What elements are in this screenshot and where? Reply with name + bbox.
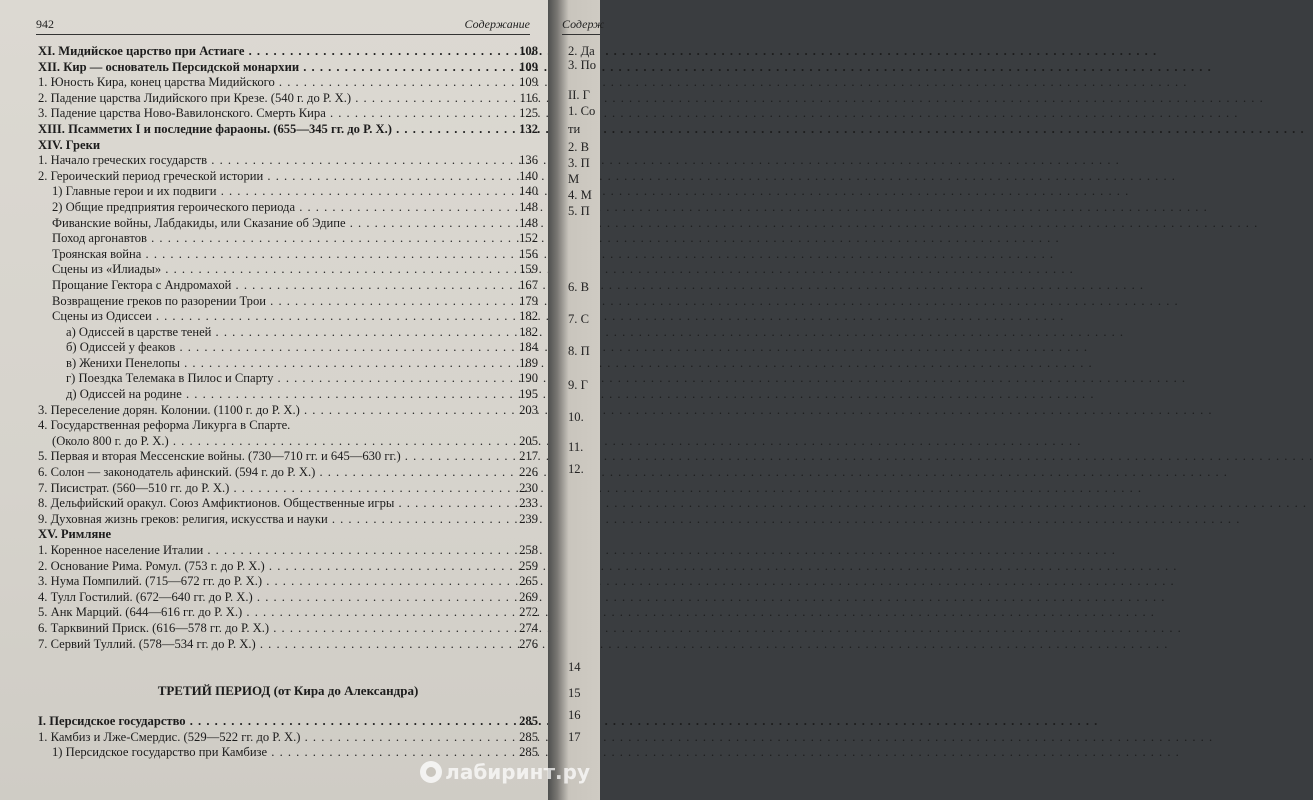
toc-entry xyxy=(38,730,538,746)
toc-entry-title: 2) Общие предприятия героического периода . . . xyxy=(52,200,494,216)
toc-entry-title: Фиванские войны, Лабдакиды, или Сказание об Эдипе . . . xyxy=(52,216,494,232)
toc-entry-page: 184 xyxy=(519,340,538,355)
toc-entry-page: 203 xyxy=(519,402,538,417)
toc-entry-title: б) Одиссей у феаков . . . xyxy=(66,340,494,356)
toc-entry xyxy=(38,60,538,76)
toc-entry-title: Прощание Гектора с Андромахой . . . xyxy=(52,278,494,294)
toc-entry-page: 274 xyxy=(519,620,538,635)
toc-entry-page: 190 xyxy=(519,371,538,386)
labirint-logo-icon xyxy=(420,761,442,783)
toc-entry-page: 108 xyxy=(519,44,538,58)
toc-entry-title: 3. Нума Помпилий. (715—672 гг. до Р. Х.) . . . xyxy=(38,574,494,590)
toc-entry-page: 116 xyxy=(519,90,538,105)
toc-entry xyxy=(38,543,538,559)
period-heading: ТРЕТИЙ ПЕРИОД (от Кира до Александра) xyxy=(157,683,419,699)
toc-entry xyxy=(38,262,538,278)
toc-entry xyxy=(38,106,538,122)
toc-entry-page: 132 xyxy=(519,121,538,136)
toc-entry-title: 2. Основание Рима. Ромул. (753 г. до Р. Х.) . . . xyxy=(38,559,494,575)
toc-entry xyxy=(38,231,538,247)
toc-entry-title: 3. Падение царства Ново-Вавилонского. Смерть Кира . . . xyxy=(38,106,494,122)
toc-entry-page: 259 xyxy=(519,558,538,573)
toc-entry-title: XI. Мидийское царство при Астиаге . . . xyxy=(38,44,494,60)
facing-page-fragment: 3. П xyxy=(568,156,590,170)
toc-entry-page: 258 xyxy=(519,543,538,557)
running-title: Содержание xyxy=(464,17,530,31)
toc-entry-page: 125 xyxy=(519,106,538,121)
facing-page-fragment: 16 xyxy=(568,708,581,722)
toc-entry xyxy=(38,590,538,606)
toc-entry xyxy=(38,75,538,91)
toc-entry xyxy=(38,559,538,575)
facing-page-fragment: 12. xyxy=(568,462,584,476)
toc-entry xyxy=(38,44,538,60)
toc-entry-page: 152 xyxy=(519,231,538,246)
toc-entry-title: Сцены из Одиссеи . . . xyxy=(52,309,494,325)
toc-entry xyxy=(38,714,538,730)
toc-entry-page: 230 xyxy=(519,480,538,495)
toc-entry-title: 5. Первая и вторая Мессенские войны. (730—710 гг. и 645—630 гг.) . . . xyxy=(38,449,494,465)
toc-entry-title: 5. Анк Марций. (644—616 гг. до Р. Х.) . . . xyxy=(38,605,494,621)
toc-entry xyxy=(38,169,538,185)
facing-page-fragment: 8. П xyxy=(568,344,590,358)
toc-entry-title: г) Поездка Телемака в Пилос и Спарту . . . xyxy=(66,371,494,387)
toc-entry-title: 9. Духовная жизнь греков: религия, искусства и науки . . . xyxy=(38,512,494,528)
toc-entry xyxy=(38,621,538,637)
toc-entry-page: 265 xyxy=(519,574,538,589)
toc-entry-page: 182 xyxy=(519,324,538,339)
toc-entry-page: 269 xyxy=(519,589,538,604)
toc-entry xyxy=(38,309,538,325)
toc-entry-page: 276 xyxy=(519,636,538,651)
toc-entry xyxy=(38,278,538,294)
toc-entry xyxy=(38,465,538,481)
toc-entry-title: (Около 800 г. до Р. Х.) . . . xyxy=(52,434,494,450)
toc-entry-page: 109 xyxy=(519,59,538,74)
toc-entry xyxy=(38,200,538,216)
toc-entry-page: 148 xyxy=(519,215,538,230)
toc-entry-title: 7. Писистрат. (560—510 гг. до Р. Х.) . . . xyxy=(38,481,494,497)
toc-entry-title: Возвращение греков по разорении Трои . . . xyxy=(52,294,494,310)
facing-page-fragment: 3. По xyxy=(568,58,596,72)
toc-entry-title: 1. Начало греческих государств . . . xyxy=(38,153,494,169)
toc-entry-title: I. Персидское государство . . . xyxy=(38,714,494,730)
toc-entry xyxy=(38,449,538,465)
toc-entry xyxy=(38,216,538,232)
watermark xyxy=(420,760,590,784)
toc-entry xyxy=(38,745,538,761)
toc-entry-title: 7. Сервий Туллий. (578—534 гг. до Р. Х.) . . . xyxy=(38,637,494,653)
toc-entry-page: 156 xyxy=(519,246,538,261)
toc-entry-page: 109 xyxy=(519,75,538,90)
toc-entry-title: 4. Государственная реформа Ликурга в Спарте. xyxy=(38,418,291,433)
facing-page-fragment: 10. xyxy=(568,410,584,424)
toc-entry-title: 1. Юность Кира, конец царства Мидийского . . . xyxy=(38,75,494,91)
toc-entry-title: XV. Римляне xyxy=(38,527,112,542)
toc-entry-page: 285 xyxy=(519,714,538,729)
toc-entry-title: 2. Падение царства Лидийского при Крезе. (540 г. до Р. Х.) . . . xyxy=(38,91,494,107)
page-number: 942 xyxy=(36,17,54,31)
toc-entry-title: 6. Солон — законодатель афинский. (594 г. до Р. Х.) . . . xyxy=(38,465,494,481)
toc-entry xyxy=(38,356,538,372)
toc-entry-page: 159 xyxy=(519,262,538,277)
toc-entry xyxy=(38,138,538,154)
book-page xyxy=(0,0,548,800)
toc-entry-page: 285 xyxy=(519,729,538,744)
toc-entry xyxy=(38,153,538,169)
toc-entry-title: в) Женихи Пенелопы . . . xyxy=(66,356,494,372)
toc-entry xyxy=(38,403,538,419)
toc-entry xyxy=(38,184,538,200)
facing-page-fragment: 5. П xyxy=(568,204,590,218)
facing-page-fragment: 4. М xyxy=(568,188,592,202)
facing-page-fragment: ти xyxy=(568,122,581,136)
table-of-contents xyxy=(38,44,538,761)
facing-page-fragment: 15 xyxy=(568,686,581,700)
facing-page-title: Содерж xyxy=(562,17,605,31)
toc-entry-page: 167 xyxy=(519,277,538,292)
toc-entry xyxy=(38,605,538,621)
toc-entry-title: 1) Главные герои и их подвиги . . . xyxy=(52,184,494,200)
toc-entry xyxy=(38,294,538,310)
toc-entry xyxy=(38,122,538,138)
toc-entry xyxy=(38,496,538,512)
facing-page-edge xyxy=(548,0,605,800)
toc-entry xyxy=(38,247,538,263)
toc-entry xyxy=(38,574,538,590)
facing-page-fragment: М xyxy=(568,172,580,186)
toc-entry-title: а) Одиссей в царстве теней . . . xyxy=(66,325,494,341)
facing-page-fragment: 17 xyxy=(568,730,581,744)
watermark-text: лабиринт.ру xyxy=(445,760,590,784)
toc-entry-page: 205 xyxy=(519,433,538,448)
toc-entry-title: 6. Тарквиний Приск. (616—578 гг. до Р. Х.) . . . xyxy=(38,621,494,637)
toc-entry-page: 272 xyxy=(519,605,538,620)
facing-page-fragment: 9. Г xyxy=(568,378,588,392)
toc-entry xyxy=(38,434,538,450)
toc-entry xyxy=(38,340,538,356)
toc-entry xyxy=(38,512,538,528)
toc-entry xyxy=(38,325,538,341)
facing-page-fragment: II. Г xyxy=(568,88,590,102)
facing-page-fragment: 6. В xyxy=(568,280,589,294)
toc-entry-title: 1) Персидское государство при Камбизе . . . xyxy=(52,745,494,761)
toc-entry-title: Троянская война . . . xyxy=(52,247,494,263)
toc-entry xyxy=(38,527,538,543)
facing-page-fragment: 11. xyxy=(568,440,584,454)
toc-entry xyxy=(38,387,538,403)
toc-entry-title: XII. Кир — основатель Персидской монархии . . . xyxy=(38,60,494,76)
toc-entry xyxy=(38,481,538,497)
toc-entry-page: 217 xyxy=(519,449,538,464)
toc-entry-page: 148 xyxy=(519,199,538,214)
toc-entry-page: 140 xyxy=(519,168,538,183)
toc-entry-page: 285 xyxy=(519,745,538,760)
facing-page-fragment: 2. Да xyxy=(568,44,595,58)
facing-page-fragment: 1. Со xyxy=(568,104,596,118)
toc-entry xyxy=(38,371,538,387)
toc-entry-title: 3. Переселение дорян. Колонии. (1100 г. до Р. Х.) . . . xyxy=(38,403,494,419)
facing-page-fragment: 14 xyxy=(568,660,581,674)
toc-entry-page: 189 xyxy=(519,355,538,370)
toc-entry-title: 8. Дельфийский оракул. Союз Амфиктионов. Общественные игры . . . xyxy=(38,496,494,512)
toc-entry-title: XIII. Псамметих I и последние фараоны. (655—345 гг. до Р. Х.) . . . xyxy=(38,122,494,138)
toc-entry-page: 195 xyxy=(519,387,538,402)
toc-entry-title: XIV. Греки xyxy=(38,137,101,152)
toc-entry-page: 239 xyxy=(519,511,538,526)
toc-entry-page: 136 xyxy=(519,153,538,168)
toc-entry-title: 1. Коренное население Италии . . . xyxy=(38,543,494,559)
toc-entry-page: 182 xyxy=(519,309,538,324)
toc-entry-title: 2. Героический период греческой истории . . . xyxy=(38,169,494,185)
facing-page-fragment: 7. С xyxy=(568,312,589,326)
toc-entry-page: 179 xyxy=(519,293,538,308)
facing-page-fragment: 2. В xyxy=(568,140,589,154)
toc-entry-title: Поход аргонавтов . . . xyxy=(52,231,494,247)
running-header xyxy=(36,14,530,35)
toc-entry xyxy=(38,91,538,107)
toc-entry-page: 226 xyxy=(519,465,538,480)
toc-entry-title: Сцены из «Илиады» . . . xyxy=(52,262,494,278)
toc-entry-page: 140 xyxy=(519,184,538,199)
toc-entry xyxy=(38,637,538,653)
toc-entry-page: 233 xyxy=(519,496,538,511)
toc-entry xyxy=(38,418,538,434)
toc-entry-title: 4. Тулл Гостилий. (672—640 гг. до Р. Х.) . . . xyxy=(38,590,494,606)
toc-entry-title: 1. Камбиз и Лже-Смердис. (529—522 гг. до Р. Х.) . . . xyxy=(38,730,494,746)
toc-entry-title: д) Одиссей на родине . . . xyxy=(66,387,494,403)
facing-page-header xyxy=(562,14,605,35)
